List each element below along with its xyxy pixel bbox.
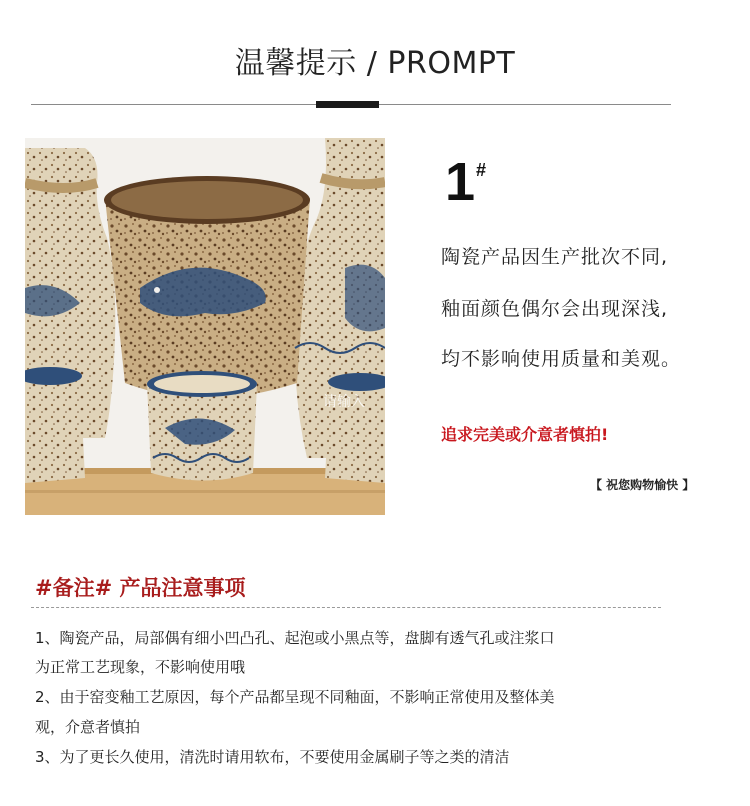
- note-line: 2、由于窑变釉工艺原因，每个产品都呈现不同釉面，不影响正常使用及整体美: [35, 688, 555, 706]
- item-number: 1: [445, 152, 476, 212]
- product-photo: [25, 138, 385, 515]
- page-title: 温馨提示 / PROMPT: [234, 46, 516, 81]
- notes-title: #备注# 产品注意事项: [35, 576, 246, 600]
- note-line: 3、为了更长久使用，清洗时请用软布，不要使用金属刷子等之类的清洁: [35, 748, 510, 766]
- photo-watermark: 请输入: [323, 394, 365, 410]
- item-number-mark: #: [476, 160, 487, 180]
- note-line: 观，介意者慎拍: [35, 718, 141, 736]
- note-line: 1、陶瓷产品，局部偶有细小凹凸孔、起泡或小黑点等，盘脚有透气孔或注浆口: [35, 629, 555, 647]
- note-line: 为正常工艺现象，不影响使用哦: [35, 658, 246, 676]
- title-accent-bar: [316, 101, 379, 108]
- notice-line: 釉面颜色偶尔会出现深浅,: [441, 298, 669, 320]
- notice-line: 均不影响使用质量和美观。: [441, 348, 682, 370]
- caution-highlight: 追求完美或介意者慎拍!: [441, 425, 609, 444]
- notes-divider: [31, 607, 661, 608]
- notice-line: 陶瓷产品因生产批次不同,: [441, 246, 669, 268]
- greeting-text: 【 祝您购物愉快 】: [590, 478, 695, 492]
